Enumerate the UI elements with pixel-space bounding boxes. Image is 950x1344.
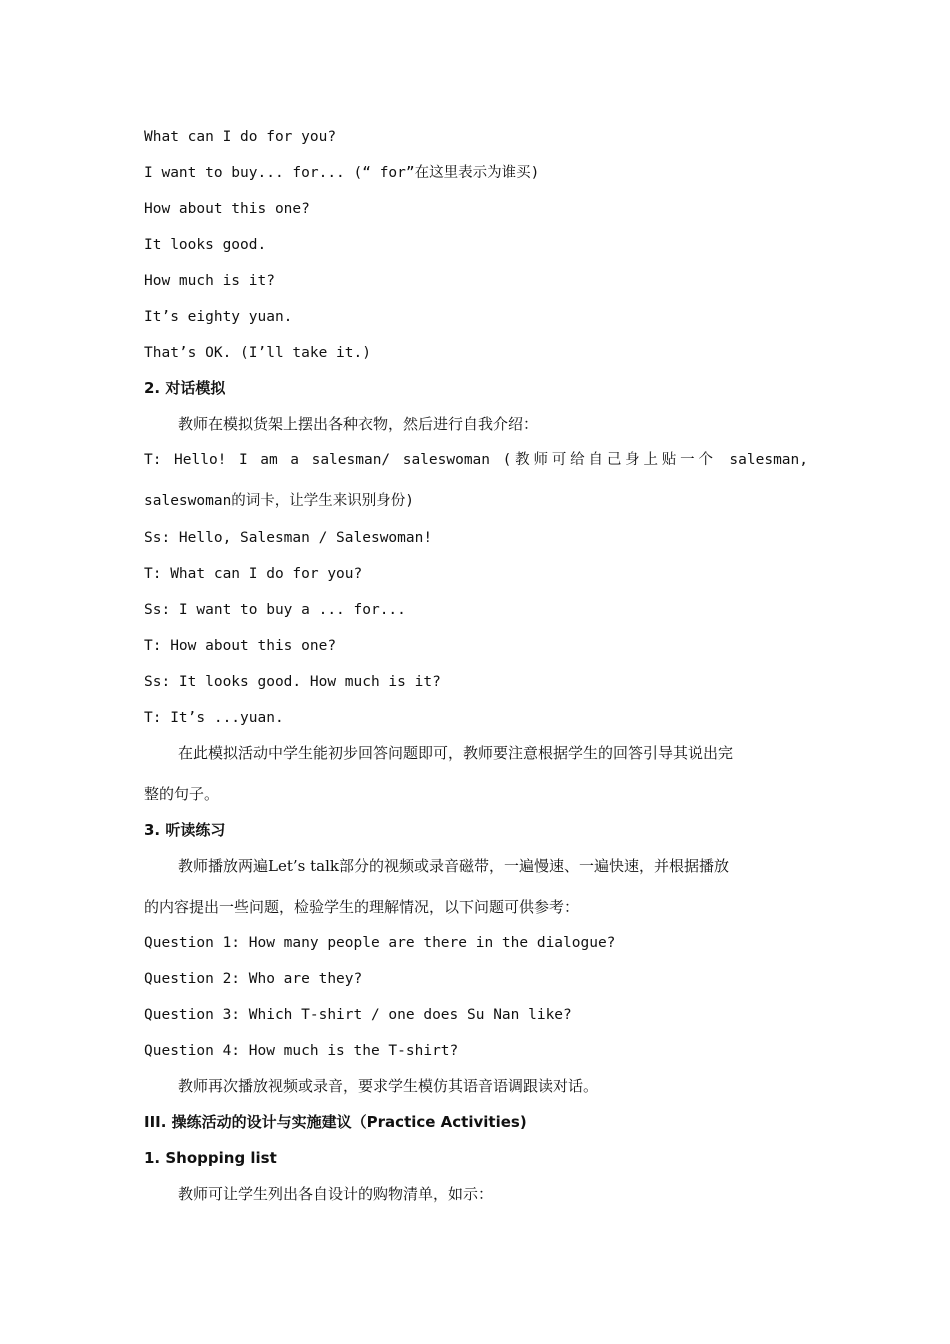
paragraph: 教师在模拟货架上摆出各种衣物，然后进行自我介绍：	[178, 415, 539, 433]
section-heading: III. 操练活动的设计与实施建议（Practice Activities)	[144, 1113, 527, 1131]
dialogue-line: How about this one?	[144, 201, 310, 217]
dialogue-line: It looks good.	[144, 237, 267, 253]
subsection-heading: 1. Shopping list	[144, 1149, 277, 1167]
dialogue-line: T: It’s ...yuan.	[144, 710, 284, 726]
paragraph-line: 在此模拟活动中学生能初步回答问题即可，教师要注意根据学生的回答引导其说出完	[178, 744, 734, 762]
dialogue-line: That’s OK. (I’ll take it.)	[144, 345, 371, 361]
dialogue-line: What can I do for you?	[144, 129, 337, 145]
question-line: Question 3: Which T-shirt / one does Su Nan like?	[144, 1007, 572, 1023]
section-heading: 2. 对话模拟	[144, 379, 226, 397]
dialogue-line: Ss: Hello, Salesman / Saleswoman!	[144, 530, 433, 546]
paragraph: 教师再次播放视频或录音，要求学生模仿其语音语调跟读对话。	[178, 1077, 599, 1095]
question-line: Question 1: How many people are there in the dialogue?	[144, 935, 616, 951]
dialogue-line: Ss: I want to buy a ... for...	[144, 602, 406, 618]
paragraph-line: 的内容提出一些问题，检验学生的理解情况，以下问题可供参考：	[144, 898, 580, 916]
paragraph: 教师可让学生列出各自设计的购物清单，如示：	[178, 1185, 494, 1203]
question-line: Question 2: Who are they?	[144, 971, 363, 987]
dialogue-line: It’s eighty yuan.	[144, 309, 293, 325]
paragraph-line: saleswoman的词卡，让学生来识别身份)	[144, 493, 415, 509]
section-heading: 3. 听读练习	[144, 821, 226, 839]
paragraph-line: 教师播放两遍Let’s talk部分的视频或录音磁带，一遍慢速、一遍快速，并根据播放	[178, 857, 729, 875]
dialogue-line: I want to buy... for... (“ for”在这里表示为谁买)	[144, 165, 540, 181]
dialogue-line: T: What can I do for you?	[144, 566, 363, 582]
dialogue-line: T: How about this one?	[144, 638, 337, 654]
paragraph-line: T: Hello! I am a salesman/ saleswoman (教师可给自己身上贴一个 salesman,	[144, 452, 808, 468]
dialogue-line: How much is it?	[144, 273, 275, 289]
question-line: Question 4: How much is the T-shirt?	[144, 1043, 459, 1059]
dialogue-line: Ss: It looks good. How much is it?	[144, 674, 441, 690]
paragraph-line: 整的句子。	[144, 785, 220, 803]
